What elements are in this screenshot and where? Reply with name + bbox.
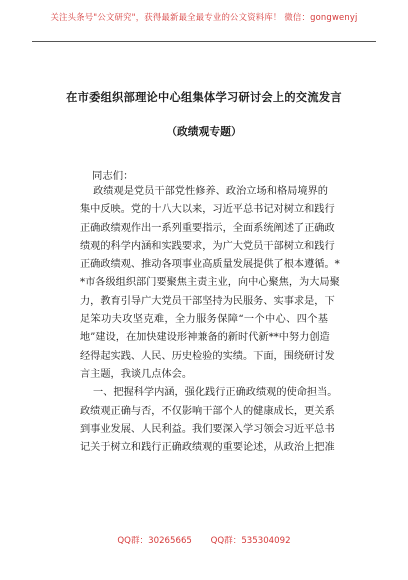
- body-line: 力，教育引导广大党员干部坚持为民服务、实事求是，下: [80, 295, 335, 307]
- footer-contact: [0, 534, 408, 546]
- document-body: [80, 183, 340, 457]
- body-line: 正确政绩观、推动各项事业高质量发展提供了根本遵循。*: [80, 259, 340, 271]
- body-line: 集中反映。党的十八大以来，习近平总书记对树立和践行: [80, 204, 335, 216]
- document-subtitle: （政绩观专题）: [166, 125, 242, 138]
- body-line: 一、把握科学内涵，强化践行正确政绩观的使命担当。: [80, 387, 338, 399]
- body-line: 绩观的科学内涵和实践要求，为广大党员干部树立和践行: [80, 240, 335, 252]
- body-line: 经得起实践、人民、历史检验的实绩。下面，围绕研讨发: [80, 350, 335, 362]
- header-promo-text: 关注头条号"公文研究"，获得最新最全最专业的公文资料库！ 微信：gongwenyj: [50, 12, 358, 22]
- body-line: 政绩观正确与否，不仅影响干部个人的健康成长，更关系: [80, 405, 335, 417]
- body-line: 言主题，我谈几点体会。: [80, 368, 193, 380]
- body-line: *市各级组织部门要聚焦主责主业，向中心聚焦，为大局聚: [80, 277, 340, 289]
- body-line: 记关于树立和践行正确政绩观的重要论述，从政治上把准: [80, 442, 335, 454]
- header-divider: [32, 41, 376, 42]
- qq-group-link-2[interactable]: QQ群：535304092: [210, 536, 291, 546]
- salutation: 同志们：: [92, 170, 134, 182]
- document-title: 在市委组织部理论中心组集体学习研讨会上的交流发言: [66, 90, 342, 104]
- body-line: 政绩观是党员干部党性修养、政治立场和格局境界的: [80, 186, 328, 197]
- body-line: 地”建设，在加快建设形神兼备的新时代新**中努力创造: [80, 332, 330, 344]
- body-line: 正确政绩观作出一系列重要指示，全面系统阐述了正确政: [80, 222, 335, 234]
- qq-group-link-1[interactable]: QQ群：30265665: [117, 536, 192, 546]
- body-line: 足笨功夫攻坚克难，全力服务保障“一个中心、四个基: [80, 314, 328, 326]
- body-line: 到事业发展、人民利益。我们要深入学习领会习近平总书: [80, 423, 335, 435]
